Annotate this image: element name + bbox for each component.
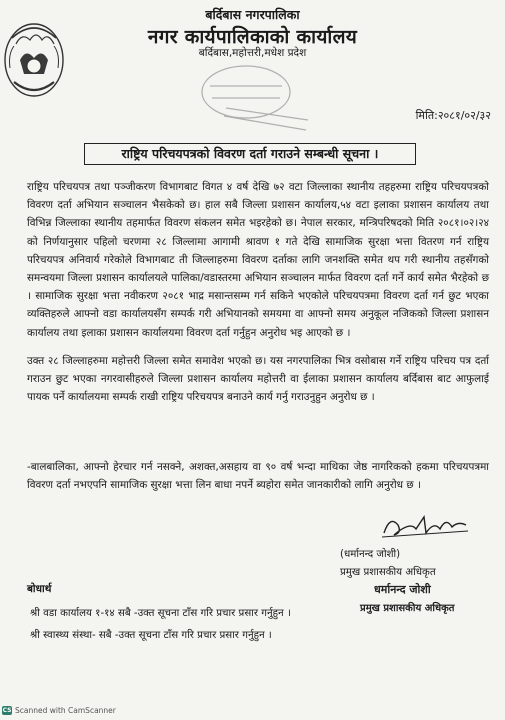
- notice-subject: राष्ट्रिय परिचयपत्रको विवरण दर्ता गराउने सम्बन्धी सूचना ।: [84, 143, 416, 165]
- stamp-designation: प्रमुख प्रशासकीय अधिकृत: [360, 603, 455, 614]
- cc-line: श्री स्वास्थ्य संस्था- सबै -उक्त सूचना टाँस गरि प्रचार प्रसार गर्नुहुन ।: [30, 630, 272, 641]
- office-name: नगर कार्यपालिकाको कार्यालय: [147, 26, 358, 48]
- body-paragraph-3: -बालबालिका, आफ्नो हेरचार गर्न नसक्ने, अशक्त,असहाय वा ९० वर्ष भन्दा माथिका जेष्ठ नागरिकको हकमा परिचयपत्रमा विवरण दर्ता नभएपनि सामाजिक सुरक्षा भत्ता लिन बाधा नपर्ने ब्यहोरा समेत जानकारीको लागि अनुरोध छ ।: [27, 461, 489, 492]
- body-paragraph-2: उक्त २८ जिल्लाहरुमा महोत्तरी जिल्ला समेत समावेश भएको छ। यस नगरपालिका भित्र वसोबास गर्ने राष्ट्रिय परिचय पत्र दर्ता गराउन छुट भएका नगरवासीहरुले जिल्ला प्रशासन कार्यालय महोत्तरी वा ईलाका प्रशासन कार्यालय बर्दिबास बाट आफुलाई पायक पर्ने कार्यालयमा सम्पर्क राखी राष्ट्रिय परिचयपत्र बनाउने कार्य गर्नु गराउनुहुन अनुरोध छ ।: [27, 355, 489, 404]
- handwritten-signature: [380, 511, 470, 541]
- scanner-watermark: [2, 706, 116, 715]
- notice-date: मिति:२०८१/०२/३२: [415, 109, 491, 122]
- cc-line: श्री वडा कार्यालय १-१४ सबै -उक्त सूचना टाँस गरि प्रचार प्रसार गर्नुहुन ।: [30, 608, 291, 619]
- signatory-designation: प्रमुख प्रशासकीय अधिकृत: [340, 567, 436, 578]
- office-seal-stamp: [196, 58, 316, 138]
- signatory-name: (धर्मानन्द जोशी): [340, 549, 401, 560]
- stamp-name: धर्मानन्द जोशी: [374, 583, 431, 596]
- camscanner-icon: CS: [2, 707, 12, 714]
- name-stamp: [360, 582, 470, 624]
- cc-heading: बोधार्थ: [27, 583, 52, 595]
- body-paragraph-1: राष्ट्रिय परिचयपत्र तथा पञ्जीकरण विभागबाट विगत ४ वर्ष देखि ७२ वटा जिल्लाका स्थानीय तहहरुमा राष्ट्रिय परिचयपत्रको विवरण दर्ता अभियान सञ्चालन भैसकेको छ। हाल सबै जिल्ला प्रशासन कार्यालय,५४ वटा इलाका प्रशासन कार्यालय तथा विभिन्न जिल्लाका स्थानीय तहमार्फत विवरण संकलन समेत भइरहेको छ। नेपाल सरकार, मन्त्रिपरिषदको मिति २०८१।०२।२४ को निर्णयानुसार पहिलो चरणमा २८ जिल्लामा आगामी श्रावण १ गते देखि सामाजिक सुरक्षा भत्ता वितरण गर्न राष्ट्रिय परिचयपत्र अनिवार्य गरेकोले विभागबाट ती जिल्लाहरुमा विवरण दर्ताका लागि जनशक्ति समेत थप गरी स्थानीय तहसँगको समन्वयमा जिल्ला प्रशासन कार्यालयले पालिका/वडास्तरमा अभियान सञ्चालन मार्फत विवरण दर्ता गर्ने कार्य समेत भैरहेको छ । सामाजिक सुरक्षा भत्ता नवीकरण २०८१ भाद्र मसान्तसम्म गर्न सकिने भएकोले परिचयपत्रमा विवरण दर्ता गर्न छुट भएका व्यक्तिहरुले आफ्नो वडा कार्यालयसँग सम्पर्क गरी अभियानको समयमा वा आफ्नो समय अनुकूल नजिकको जिल्ला प्रशासन कार्यालय तथा इलाका प्रशासन कार्यालयमा विवरण दर्ता गर्नुहुन अनुरोध भइ आएको छ ।: [27, 181, 489, 339]
- scanner-label: Scanned with CamScanner: [15, 706, 116, 715]
- office-address: बर्दिबास,महोत्तरी,मधेश प्रदेश: [198, 47, 307, 59]
- municipality-name: बर्दिबास नगरपालिका: [205, 7, 300, 22]
